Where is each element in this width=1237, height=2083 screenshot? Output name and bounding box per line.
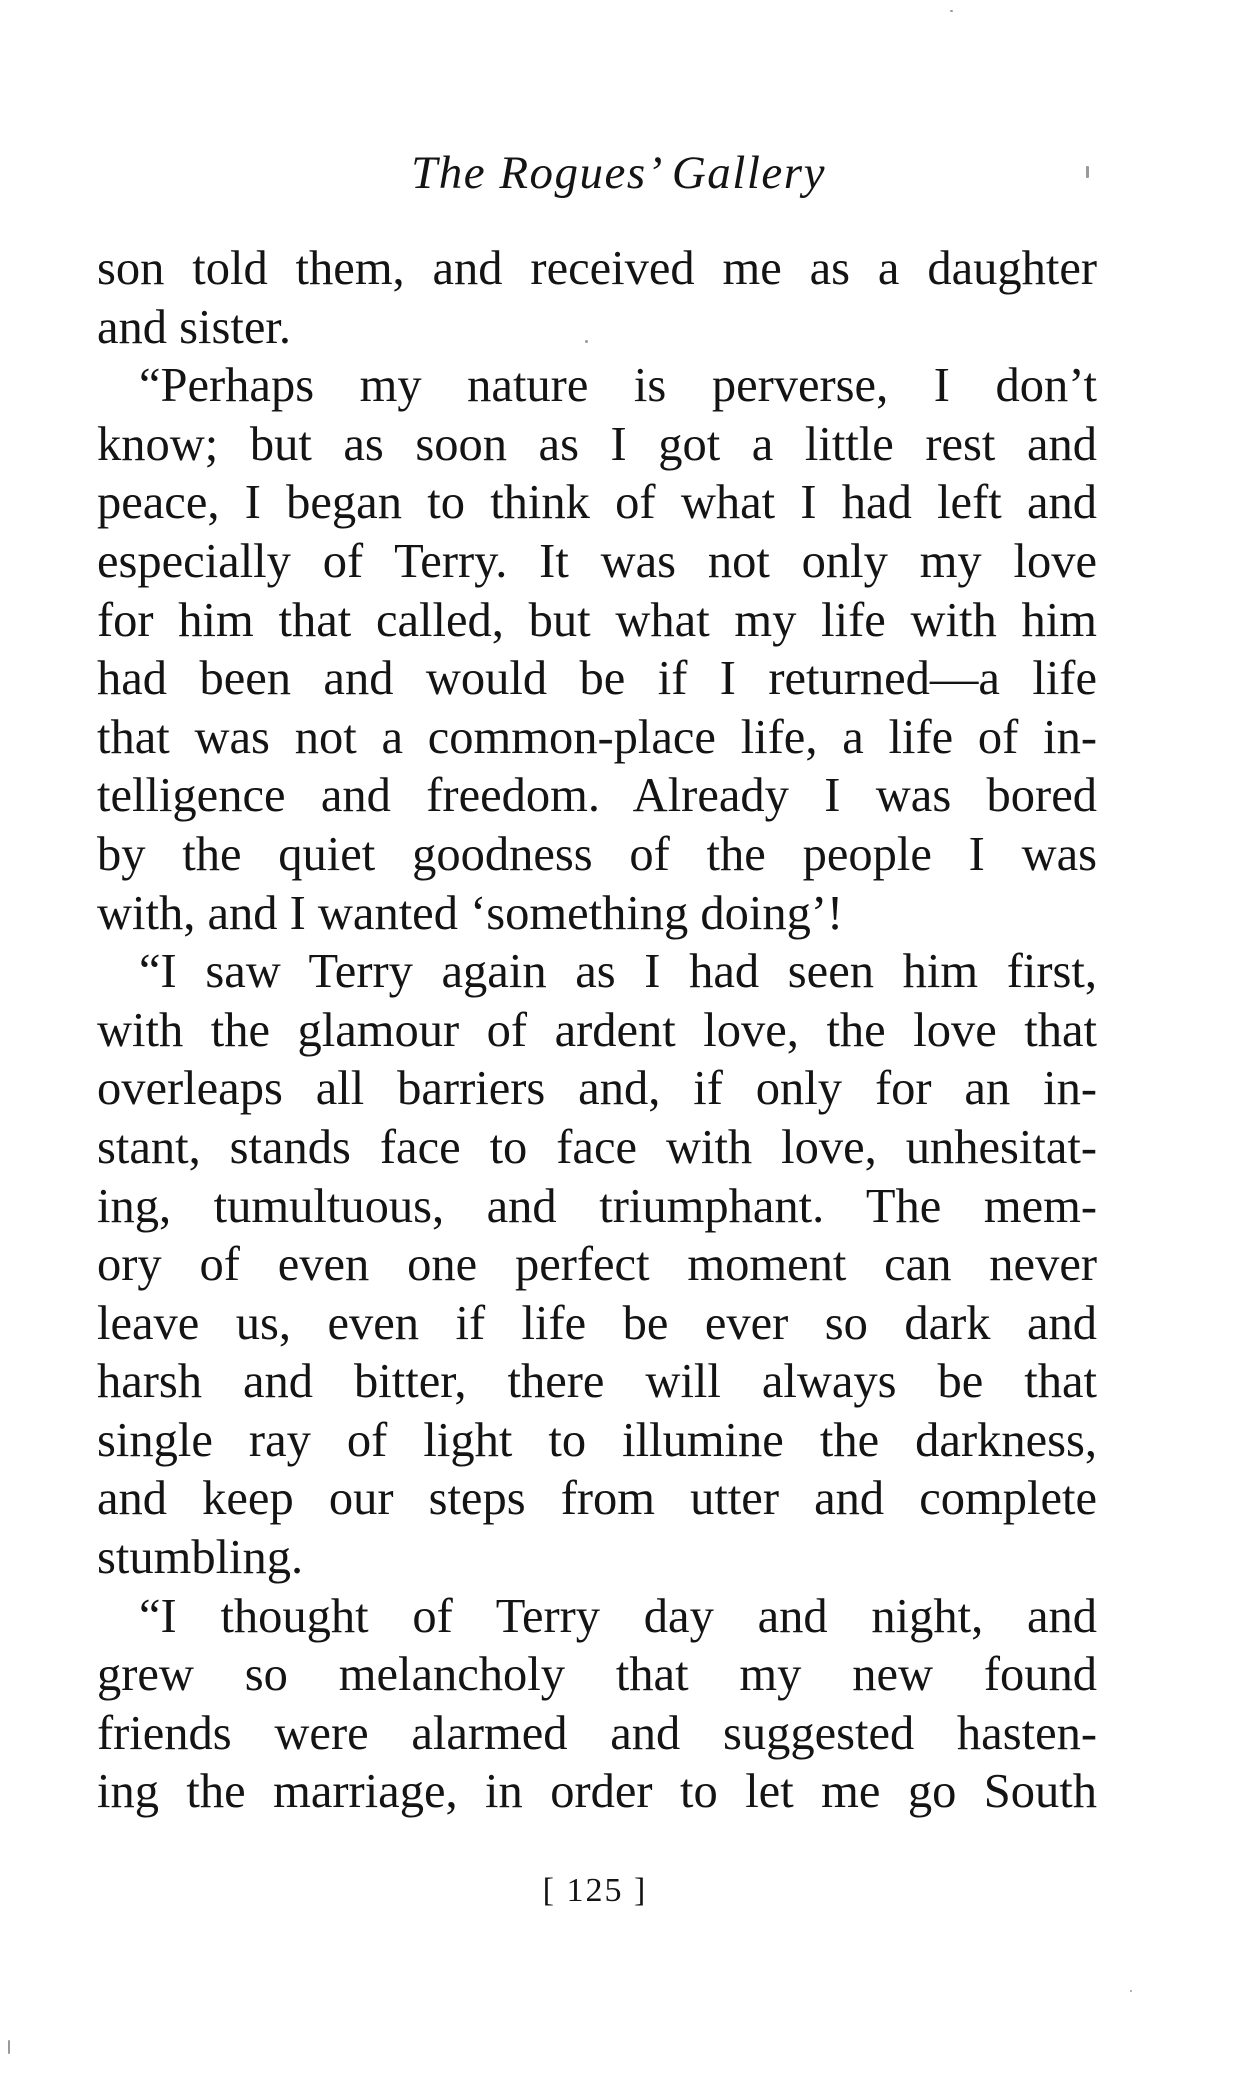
text-line: ory of even one perfect moment can never [97,1238,1097,1292]
text-line: with, and I wanted ‘something doing’! [97,886,844,940]
text-line: overleaps all barriers and, if only for an in- [97,1062,1097,1116]
text-line: stant, stands face to face with love, unhesitat- [97,1120,1097,1174]
text-line: with the glamour of ardent love, the love that [97,1003,1097,1057]
text-line: know; but as soon as I got a little rest and [97,417,1097,471]
text-line: “I thought of Terry day and night, and [139,1589,1097,1643]
text-line: had been and would be if I returned—a life [97,652,1097,706]
text-line: for him that called, but what my life with him [97,593,1097,647]
page-number: [ 125 ] [542,1872,648,1909]
text-line: peace, I began to think of what I had left and [97,476,1097,530]
paragraph-1 [97,240,1097,357]
scan-speck [8,2040,10,2054]
paragraph-4 [97,1588,1097,1822]
text-line: and sister. [97,300,291,354]
scan-speck [1130,1990,1132,1992]
text-line: grew so melancholy that my new found [97,1648,1097,1702]
scan-speck [950,10,953,12]
text-line: “Perhaps my nature is perverse, I don’t [139,359,1097,413]
text-line: ing the marriage, in order to let me go South [97,1765,1097,1819]
text-line: leave us, even if life be ever so dark and [97,1296,1097,1350]
running-head: The Rogues’ Gallery [411,147,826,199]
text-line: especially of Terry. It was not only my love [97,534,1097,588]
text-line: harsh and bitter, there will always be that [97,1355,1097,1409]
body-text [97,240,1097,1822]
text-line: son told them, and received me as a daughter [97,242,1097,295]
text-line: by the quiet goodness of the people I was [97,827,1097,881]
text-line: ing, tumultuous, and triumphant. The mem- [97,1179,1097,1233]
text-line: single ray of light to illumine the darkness, [97,1413,1097,1467]
paragraph-3 [97,943,1097,1588]
text-line: that was not a common-place life, a life of in- [97,710,1097,764]
paragraph-2 [97,357,1097,943]
text-line: stumbling. [97,1531,304,1585]
text-line: “I saw Terry again as I had seen him first, [139,945,1097,999]
text-line: telligence and freedom. Already I was bored [97,769,1097,823]
scan-speck [585,340,588,343]
scan-speck [1086,166,1089,178]
text-line: and keep our steps from utter and complete [97,1472,1097,1526]
text-line: friends were alarmed and suggested hasten- [97,1706,1097,1760]
